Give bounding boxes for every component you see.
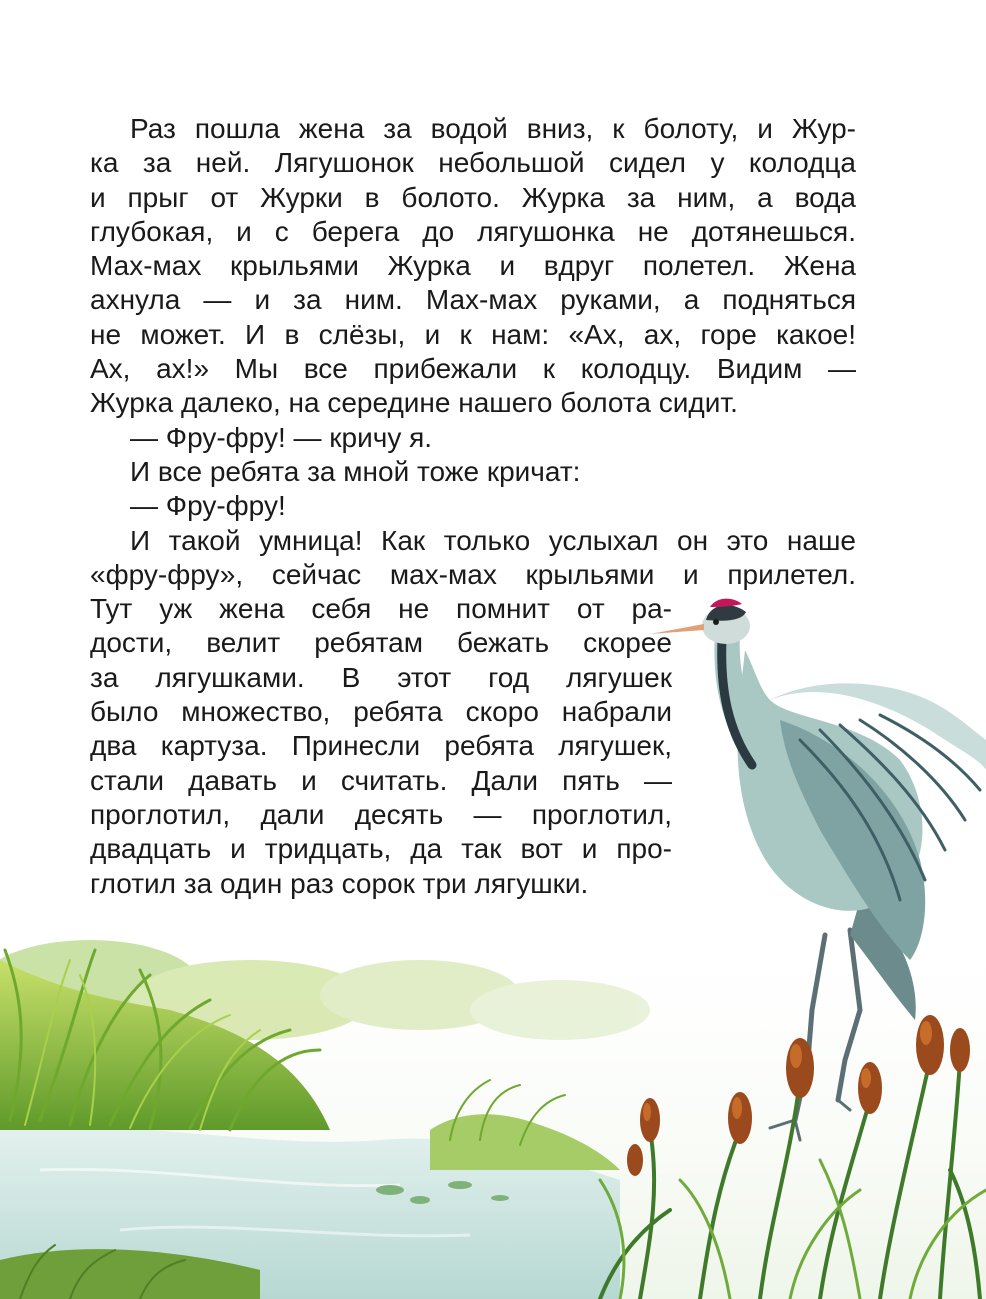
text-line: дости, велит ребятам бежать скорее [90, 627, 672, 659]
dialogue-line [90, 489, 856, 523]
text-line: Раз пошла жена за водой вниз, к болоту, и Жур- [130, 113, 856, 144]
dialogue-line [90, 421, 856, 455]
text-line: не может. И в слёзы, и к нам: «Ах, ах, горе какое! [90, 318, 856, 350]
text-line: Мах-мах крыльями Журка и вдруг полетел. Жена [90, 250, 856, 282]
text-line: Журка далеко, на середине нашего болота сидит. [90, 387, 738, 419]
story-text [90, 112, 856, 901]
text-line: было множество, ребята скоро набрали [90, 696, 672, 728]
text-line: глубокая, и с берега до лягушонка не дотянешься. [90, 215, 856, 247]
text-line: два картуза. Принесли ребята лягушек, [90, 730, 672, 762]
text-line: — Фру-фру! — кричу я. [130, 421, 433, 453]
paragraph [90, 524, 856, 901]
text-line: И все ребята за мной тоже кричат: [130, 455, 581, 487]
text-line: глотил за один раз сорок три лягушки. [90, 867, 589, 899]
text-line: двадцать и тридцать, да так вот и про- [90, 833, 672, 865]
text-line: Ах, ах!» Мы все прибежали к колодцу. Видим — [90, 353, 856, 385]
paragraph [90, 455, 856, 489]
text-line: за лягушками. В этот год лягушек [90, 661, 672, 693]
text-line: «фру-фру», сейчас мах-мах крыльями и прилетел. [90, 558, 856, 590]
text-line: — Фру-фру! [130, 490, 286, 522]
text-line: проглотил, дали десять — проглотил, [90, 798, 672, 830]
text-line: И такой умница! Как только услыхал он это наше [130, 524, 856, 556]
text-line: ахнула — и за ним. Мах-мах руками, а подняться [90, 284, 856, 316]
text-line: стали давать и считать. Дали пять — [90, 764, 672, 796]
paragraph [90, 112, 856, 421]
text-line: Тут уж жена себя не помнит от ра- [90, 593, 672, 625]
text-line: ка за ней. Лягушонок небольшой сидел у колодца [90, 147, 856, 179]
text-line: и прыг от Журки в болото. Журка за ним, а вода [90, 181, 856, 213]
